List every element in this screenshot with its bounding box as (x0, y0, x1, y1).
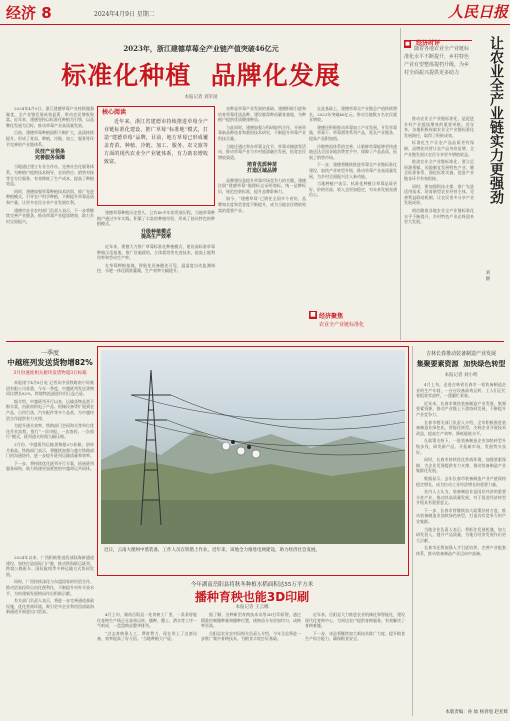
bottom-news-kicker: 今年湖南岳阳县将秋冬种植水稻面积达55万平方米 (190, 582, 314, 588)
right-news-byline: 本报记者 刘小明 (444, 373, 478, 378)
divider-right (412, 346, 413, 716)
column-tag (309, 311, 399, 333)
lead-subhead-2: 升级种植模式 提高生产效率 (140, 228, 171, 241)
left-news-body: 本报南宁4月8日电 记者从中国铁路南宁局集团有限公司获悉，今年一季度，中越班列发送货物同比增长82%，跨境物流通道作用日益凸显。 据介绍，中越班列开行以来，运输货物品类不断丰富，由最初的电子产品、机械设备等扩展到农产品、日用百货、汽车配件等多个品类，为中越经贸合作提供有力支撑。 为提升通关效率，铁路部门会同海关等单位优化作业流程，推行“一次申报、一次查验、一次放行”模式，班列通关时间大幅压缩。 3月份，中越班列运输货物超3万标箱，创单月新高。铁路部门表示，将继续加强与越方铁路部门的沟通协作，进一步提升班列运输质量和效率。 下一步，将持续优化班列开行方案，拓展班列服务网络，助力构建更加紧密的中越命运共同体。 (6, 380, 94, 472)
column-tag-label: 经济聚焦 (319, 313, 344, 320)
lead-column-2: 核心阅读 近年来，浙江省建德市持续推进草莓全产业链标准化建设，推广草莓“标准地”模式，打造“建德草莓”品牌，目前，地方草莓已形成覆盖育苗、种植、冷链、加工、服务、农文旅等方面的现代农业全产业链体系，有力助农增收致富。 建德草莓种植历史悠久，已有40多年的发展历程。当地草莓种植户通过多年实践，积累了丰富的种植经验，形成了独具特色的种植模式。 升级种植模式 提高生产效率 近年来，建德大力推广草莓标准化种植模式，建设高标准草莓种植示范基地，推广设施栽培、立体栽培等先进技术，提高土地利用率和劳动生产率。 在草莓种植基地，智能化设备随处可见，温湿度自动监测调控，水肥一体化精准灌溉，生产效率大幅提升。 (97, 106, 215, 338)
commentary-teaser-box (404, 40, 472, 111)
divider (400, 28, 401, 340)
left-column-lower: 2024年以来，广西积极推进西部陆海新通道建设，加快打造国际门户港，推动铁海联运班列、跨境公路班车、国际航线等多种运输方式协同发展。 同时，广西持续深化与东盟国家的经贸合作，推动贸易投资自由化便利化，不断提升对外开放水平，为构建新发展格局作出积极贡献。 有关部门负责人表示，将进一步完善通道基础设施，优化营商环境，吸引更多企业利用西部陆海新通道开展进出口贸易。 (6, 555, 94, 615)
bottom-news-column-2: 据了解，这种新型育秧技术采用3D打印原理，通过精准控制播种量和播种位置，使秧苗分布更加均匀，成秧率更高。 岳阳县农业农村局相关负责人介绍，今年全县将进一步推广集中育秧技术，为粮食丰收打好基础。 (201, 612, 301, 642)
photo-caption: 近日，云南大理州中盾装备，工作人员在铁塔上作业。近年来，该地全力推进电网建设，助力经济社会发展。 (104, 548, 320, 553)
column-tag-sub: 农业全产业链标准化 (319, 322, 365, 328)
commentary-marker-icon: ■ (405, 41, 410, 47)
commentary-teaser: 随着各地农业全产业链标准化水平不断提升，乡村特色产业有望整体提档升级，为乡村全面振兴提供更多助力 (404, 46, 470, 76)
section-rule (6, 341, 504, 342)
section-name: 经济 8 (6, 4, 52, 22)
left-news-kicker: 一季度 (40, 350, 59, 357)
left-news-deck: 3月份速度相关板块发货物超3万标箱 (13, 371, 87, 376)
commentary-tag-label: 经济时评 (416, 40, 441, 47)
core-reading-text: 近年来，浙江省建德市持续推进草莓全产业链标准化建设，推广草莓“标准地”模式，打造“建德草莓”品牌，目前，地方草莓已形成覆盖育苗、种植、冷链、加工、服务、农文旅等方面的现代农业全产业链体系，有力助农增收致富。 (104, 118, 208, 165)
commentary-title: 让农业全产业链实力更强劲 (488, 36, 504, 204)
bottom-news-column-1: 4月上旬，湖南岳阳县一处育秧工厂里，一条条智能化育秧生产线正在高效运转，播种、覆土、洒水等工序一气呵成，一盘盘秧苗整齐排列。 “过去育秧靠人工，费时费力，现在用上了这套设备，效率提高了好几倍。”当地种粮大户说。 (97, 612, 197, 642)
bottom-news-column-3: 近年来，岳阳县大力推进农业机械化和智能化，建设现代化育秧中心，为周边农户提供育秧服务，有效解决了育秧难题。 下一步，该县将继续加大新技术推广力度，提升粮食生产综合能力，确保粮食安全。 (305, 612, 405, 642)
right-news-body: 4月上旬，走进吉林省长春市一家装备制造企业的生产车间，一台台设备高效运转，工人们正忙着组装零部件，一派繁忙景象。 近年来，长春市聚焦装备制造产业发展，集聚要素资源，推动产业链上下游协同发展，不断提升产业竞争力。 长春市相关部门负责人介绍，全市积极推进装备制造业绿色化、智能化转型，支持企业开展技术改造，提高生产效率，降低能耗水平。 在政策支持下，一批装备制造企业加快转型升级步伐，研发新产品、开拓新市场，发展势头良好。 同时，长春市持续优化营商环境，加强要素保障，为企业发展提供有力支撑，推动装备制造产业集群化发展。 数据显示，去年长春市装备制造产业产值保持稳定增长，成为拉动工业经济增长的重要力量。 业内人士认为，装备制造业是国民经济的重要支柱产业，推动其高质量发展，对于促进经济转型升级具有重要意义。 下一步，长春市将继续加大政策扶持力度，推动装备制造业加快绿色转型，打造具有竞争力的产业集群。 当地企业负责人表示，将抓住发展机遇，加大研发投入，提升产品质量，为地方经济发展作出更大贡献。 长春市还将加强人才引进培养，完善产业配套体系，推动装备制造产业迈向中高端。 (416, 382, 506, 557)
core-reading-box (97, 106, 215, 206)
bottom-news-headline: 播种育秧也能3D印刷 (194, 590, 310, 604)
core-reading-title: 核心阅读 (102, 109, 127, 116)
lead-column-1: 2024年4月9日，浙江建德草莓产业持续做强做优，全产业链发展成效显著，带动农民增收致富。近年来，建德坚持以标准化种植为引领，以品牌化发展为目标，推动草莓产业高质量发展。 目前，建德草莓种植面积不断扩大，品质持续提升，形成了育苗、种植、冷链、加工、服务等环节完善的产业链体系。 民技产业领条 完善服务保障 当地通过建立专业合作社、完善社会化服务体系，为种植户提供技术指导、农资供应、销售对接等全方位服务，有效降低了生产成本，提高了种植效益。 同时，建德加强草莓种植技术培训，推广先进种植模式，引导农户科学种植，不断提升草莓品质和产量，让更多农民分享产业发展红利。 建德市农业农村部门负责人表示，下一步将继续完善产业链条，推动草莓产业提质增效，助力乡村全面振兴。 (6, 106, 94, 224)
masthead (0, 0, 510, 25)
right-news-headline: 集聚要素资源 加快绿色转型 (416, 360, 506, 368)
issue-date: 2024年4月9日 星期二 (94, 11, 155, 18)
lead-kicker: 2023年，浙江建德草莓全产业链产值突破46亿元 (123, 44, 279, 53)
bottom-news-byline: 本报记者 王云娜 (235, 605, 269, 610)
newspaper-logo: 人民日报 (448, 3, 509, 21)
transmission-tower-illustration (101, 350, 405, 544)
lead-byline: 本报记者 刘军国 (184, 95, 218, 100)
lead-column-4: 在此基础上，建德草莓全产业链总产值持续增长，2023年突破46亿元，带动当地数万名农民就业增收。 建德还积极推动草莓加工产业发展，开发草莓酱、草莓干、草莓酒等系列产品，延长产业链条，提高产品附加值。 冷链物流体系的完善，让新鲜草莓能够更快速地送达全国各地消费者手中，保障了产品品质，拓展了销售市场。 下一步，建德将继续推进草莓全产业链标准化建设，加快产业转型升级，推动草莓产业高质量发展，为乡村全面振兴注入新动能。 当地种植户表示，标准化种植让草莓品质更好、价格更高，收入也更加稳定，对未来发展充满信心。 (309, 106, 397, 198)
power-line-photo (101, 350, 405, 544)
lead-subhead-3: 培育优质种苗 打造区域品牌 (246, 162, 277, 174)
page-editors: 本版责编：孙 灿 杨春旭 赵亚辉 (445, 710, 508, 715)
right-news-kicker: 吉林长春推动装备制造产业发展 (425, 351, 496, 357)
page-number: 8 (41, 4, 52, 22)
commentary-body: 推动农业全产业链标准化，是促进乡村产业提质增效的重要举措。近年来，各地积极探索农业全产业链标准化发展路径，取得了积极成效。 标准化生产让农产品品质更有保障，品牌化经营让农产品身价倍增，全产业链发展让农民分享更多增值收益。 推进农业全产业链标准化，要立足资源禀赋，因地制宜发展特色产业，健全标准体系，强化标准实施，促进产业链各环节有效衔接。 同时，要加强科技支撑，推广先进适用技术，培育新型农业经营主体，完善利益联结机制，让农民更多分享产业发展成果。 相信随着各地农业全产业链标准化水平不断提升，乡村特色产业必将迎来更大发展。 (404, 116, 474, 225)
left-news-headline: 中越班列发送货物增82% (7, 358, 93, 367)
photo-frame (97, 346, 409, 576)
lead-column-3: 良种是草莓产业发展的基础。建德积极引进和培育草莓优质品种，建设脱毒种苗繁育基地，为种植户提供优质健康种苗。 与此同时，建德加强与科研院所合作，开展草莓新品种选育和栽培技术研究，不断提升草莓产业科技含量。 当地还通过举办草莓文化节、草莓采摘游等活动，推动草莓产业与乡村旅游融合发展，拓宽农民增收渠道。 培育优质种苗 打造区域品牌 品牌建设是提升草莓市场竞争力的关键。建德注册“建德草莓”地理标志证明商标，统一品牌标识，规范包装标准，提升品牌影响力。 如今，“建德草莓”已销往全国多个省份，品牌知名度和美誉度不断提升，成为当地农民增收致富的重要产业。 (218, 106, 306, 213)
lead-subhead-1: 民技产业领条 完善服务保障 (34, 149, 65, 161)
tag-marker-icon: ■ (310, 311, 316, 318)
commentary-byline: 刘 静 (485, 270, 490, 281)
lead-headline: 标准化种植 品牌化发展 (61, 61, 341, 90)
